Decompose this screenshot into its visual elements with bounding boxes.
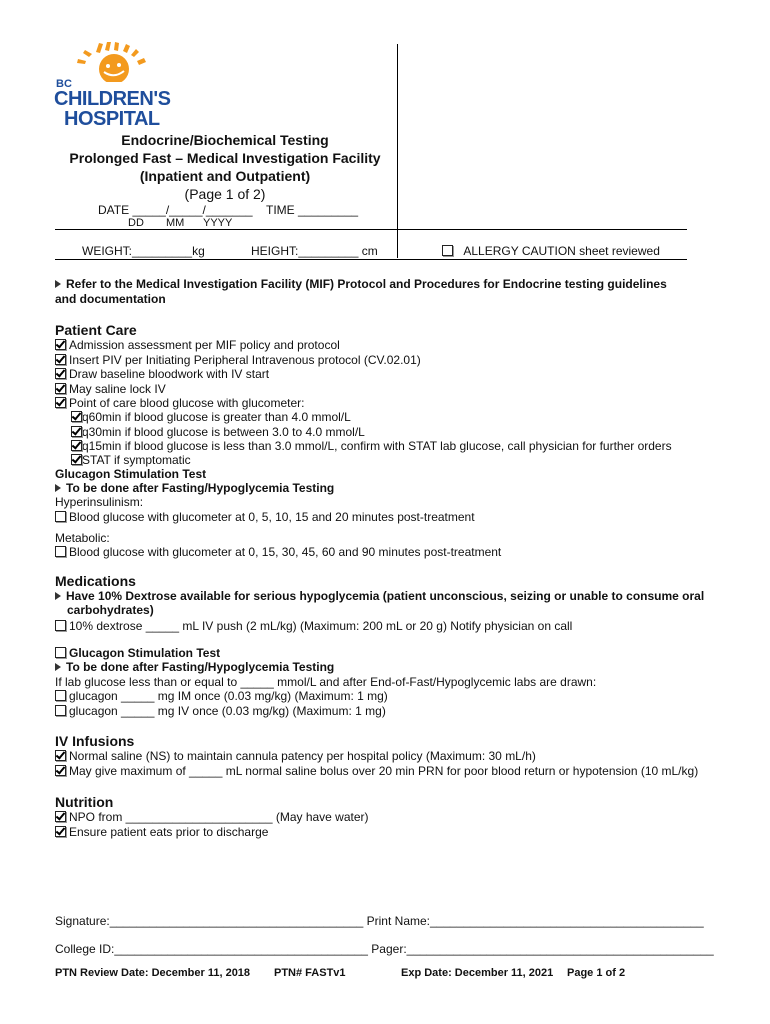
dextrose-note-2: carbohydrates) [67,603,154,617]
allergy-label: ALLERGY CAUTION sheet reviewed [463,244,660,258]
metabolic-label: Metabolic: [55,531,110,545]
nutrition-item: Ensure patient eats prior to discharge [55,825,268,839]
glucose-sub-item: STAT if symptomatic [71,453,191,467]
glucagon-test-heading: Glucagon Stimulation Test [55,467,207,481]
nutrition-heading: Nutrition [55,794,114,810]
lab-glucose-condition: If lab glucose less than or equal to _____ mmol/L and after End-of-Fast/Hypoglycemic labs are drawn: [55,675,597,689]
sun-logo-icon [52,42,182,82]
dextrose-note: Have 10% Dextrose available for serious hypoglycemia (patient unconscious, seizing or unable to consume oral [55,589,704,603]
glucagon-stim-note: To be done after Fasting/Hypoglycemia Testing [55,660,334,674]
footer-review-date: PTN Review Date: December 11, 2018 [55,967,251,979]
checkbox-checked[interactable] [55,354,66,365]
patient-care-item: May saline lock IV [55,382,166,396]
checkbox-checked[interactable] [71,426,82,437]
glucose-sub-item: q15min if blood glucose is less than 3.0 mmol/L, confirm with STAT lab glucose, call physician for further orders [71,439,672,453]
dextrose-order: 10% dextrose _____ mL IV push (2 mL/kg) (Maximum: 200 mL or 20 g) Notify physician on call [55,619,572,633]
logo-line-bc: BC [56,78,72,90]
glucagon-im-order: glucagon _____ mg IM once (0.03 mg/kg) (Maximum: 1 mg) [55,689,388,703]
allergy-caution [442,244,660,258]
checkbox-checked[interactable] [71,411,82,422]
form-subtitle: Prolonged Fast – Medical Investigation Facility [69,150,381,166]
checkbox[interactable] [55,620,66,631]
header-bottom-rule [55,259,687,260]
checkbox-checked[interactable] [71,440,82,451]
refer-note [55,277,667,291]
patient-care-heading: Patient Care [55,322,137,338]
allergy-checkbox[interactable] [442,245,453,256]
checkbox[interactable] [55,546,66,557]
checkbox-checked[interactable] [55,339,66,350]
metabolic-item: Blood glucose with glucometer at 0, 15, 30, 45, 60 and 90 minutes post-treatment [55,545,501,559]
checkbox-checked[interactable] [55,368,66,379]
glucose-sub-item: q30min if blood glucose is between 3.0 to 4.0 mmol/L [71,425,365,439]
iv-infusions-heading: IV Infusions [55,733,135,749]
arrow-icon [55,592,61,600]
checkbox[interactable] [55,511,66,522]
college-id-line[interactable]: College ID:______________________________________ Pager:______________________________________________ [55,942,714,956]
date-mm-label: MM [166,217,185,229]
nutrition-item: NPO from ______________________ (May have water) [55,810,369,824]
footer-page: Page 1 of 2 [567,967,626,979]
glucagon-stim-option: Glucagon Stimulation Test [55,646,220,660]
checkbox[interactable] [55,647,66,658]
checkbox[interactable] [55,705,66,716]
checkbox[interactable] [55,690,66,701]
signature-line[interactable]: Signature:______________________________________ Print Name:_________________________________________ [55,914,704,928]
hyperinsulinism-label: Hyperinsulinism: [55,495,144,509]
date-yyyy-label: YYYY [203,217,233,229]
iv-item: May give maximum of _____ mL normal saline bolus over 20 min PRN for poor blood return or hypotension (10 mL/kg) [55,764,698,778]
weight-field[interactable]: WEIGHT:_________kg [82,244,205,258]
form-title: Endocrine/Biochemical Testing [121,132,329,148]
page-indicator: (Page 1 of 2) [184,186,266,202]
patient-care-item: Admission assessment per MIF policy and protocol [55,338,340,352]
checkbox-checked[interactable] [55,826,66,837]
refer-line-1: Refer to the Medical Investigation Facility (MIF) Protocol and Procedures for Endocrine testing guidelines [66,277,667,291]
iv-item: Normal saline (NS) to maintain cannula patency per hospital policy (Maximum: 30 mL/h) [55,749,536,763]
footer-ptn: PTN# FASTv1 [274,967,346,979]
arrow-icon [55,663,61,671]
form-subtitle-2: (Inpatient and Outpatient) [139,168,311,184]
date-dd-label: DD [128,217,144,229]
arrow-icon [55,484,61,492]
hospital-logo [52,42,182,128]
height-field[interactable]: HEIGHT:_________ cm [251,244,378,258]
checkbox-checked[interactable] [55,383,66,394]
checkbox-checked[interactable] [55,397,66,408]
hyperinsulinism-item: Blood glucose with glucometer at 0, 5, 10, 15 and 20 minutes post-treatment [55,510,475,524]
patient-care-item: Draw baseline bloodwork with IV start [55,367,269,381]
patient-care-item: Point of care blood glucose with glucometer: [55,396,304,410]
medications-heading: Medications [55,573,136,589]
checkbox-checked[interactable] [55,765,66,776]
logo-line-hospital: HOSPITAL [64,108,160,130]
arrow-icon [55,280,61,288]
logo-line-childrens: CHILDREN'S [54,88,171,110]
refer-line-2: and documentation [55,292,166,306]
time-field[interactable]: TIME _________ [266,203,359,217]
header-rule [55,229,687,230]
glucagon-note: To be done after Fasting/Hypoglycemia Testing [55,481,334,495]
checkbox-checked[interactable] [55,811,66,822]
date-field[interactable]: DATE _____/_____/_______ [98,203,253,217]
checkbox-checked[interactable] [71,454,82,465]
footer-exp-date: Exp Date: December 11, 2021 [401,967,554,979]
glucose-sub-item: q60min if blood glucose is greater than 4.0 mmol/L [71,410,351,424]
checkbox-checked[interactable] [55,750,66,761]
glucagon-iv-order: glucagon _____ mg IV once (0.03 mg/kg) (Maximum: 1 mg) [55,704,386,718]
patient-care-item: Insert PIV per Initiating Peripheral Intravenous protocol (CV.02.01) [55,353,421,367]
